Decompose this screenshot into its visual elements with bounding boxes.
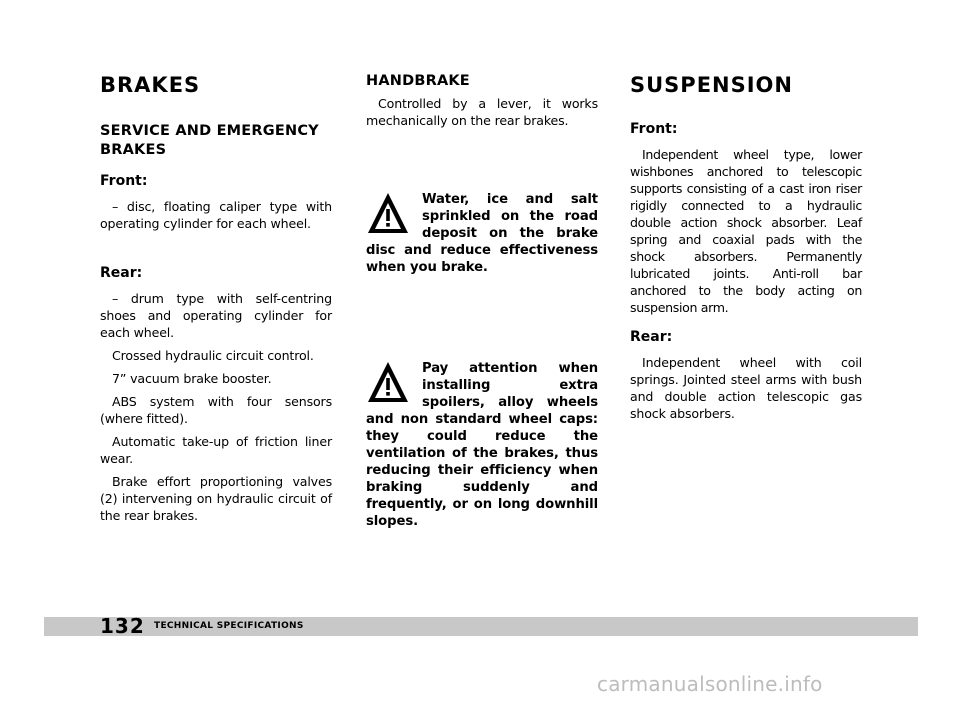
warning-text-ventilation: Pay attention when installing extra spoilers, alloy wheels and non standard wheel caps: they could reduce the ventilation of the brakes, thus reducing their efficiency when braking suddenly and frequently, or on long downhill slopes. [366, 361, 598, 529]
service-emergency-brakes-heading: SERVICE AND EMERGENCY BRAKES [100, 123, 319, 158]
warning-block-road-salt [366, 191, 598, 276]
watermark: carmanualsonline.info [597, 672, 823, 696]
rear-brakes-label: Rear: [100, 265, 143, 281]
front-suspension-text: Independent wheel type, lower wishbones anchored to telescopic supports consisting of a cast iron riser rigidly connected to a hydraulic double action shock absorber. Leaf spring and coaxial pads with the shock absorbers. Permanently lubricated joints. Anti-roll bar anchored to the body acting on suspension arm. [630, 147, 862, 315]
rear-brakes-paragraph: 7” vacuum brake booster. [112, 371, 272, 386]
handbrake-column [366, 72, 598, 530]
front-suspension-label: Front: [630, 121, 678, 137]
handbrake-text: Controlled by a lever, it works mechanically on the rear brakes. [366, 96, 598, 128]
rear-brakes-paragraph: Automatic take-up of friction liner wear. [100, 434, 332, 466]
footer-section-label: TECHNICAL SPECIFICATIONS [154, 621, 304, 631]
rear-brakes-paragraph: Crossed hydraulic circuit control. [112, 348, 314, 363]
rear-brakes-paragraph: – drum type with self-centring shoes and operating cylinder for each wheel. [100, 291, 332, 340]
brakes-title: BRAKES [100, 73, 201, 97]
warning-triangle-icon [366, 360, 410, 404]
page-number: 132 [100, 614, 145, 638]
front-brakes-label: Front: [100, 173, 148, 189]
spacer [100, 238, 332, 264]
rear-suspension-text: Independent wheel with coil springs. Jointed steel arms with bush and double action telescopic gas shock absorbers. [630, 355, 862, 421]
front-brakes-text: – disc, floating caliper type with operating cylinder for each wheel. [100, 199, 332, 231]
suspension-title: SUSPENSION [630, 73, 793, 97]
warning-block-ventilation [366, 360, 598, 530]
brakes-column [100, 72, 332, 530]
rear-brakes-paragraph: Brake effort proportioning valves (2) intervening on hydraulic circuit of the rear brakes. [100, 474, 332, 523]
warning-text-road-salt: Water, ice and salt sprinkled on the road deposit on the brake disc and reduce effectiveness when you brake. [366, 192, 598, 275]
warning-triangle-icon [366, 191, 410, 235]
rear-brakes-paragraph: ABS system with four sensors (where fitted). [100, 394, 332, 426]
rear-suspension-label: Rear: [630, 329, 673, 345]
suspension-column [630, 72, 862, 428]
handbrake-heading: HANDBRAKE [366, 73, 470, 89]
